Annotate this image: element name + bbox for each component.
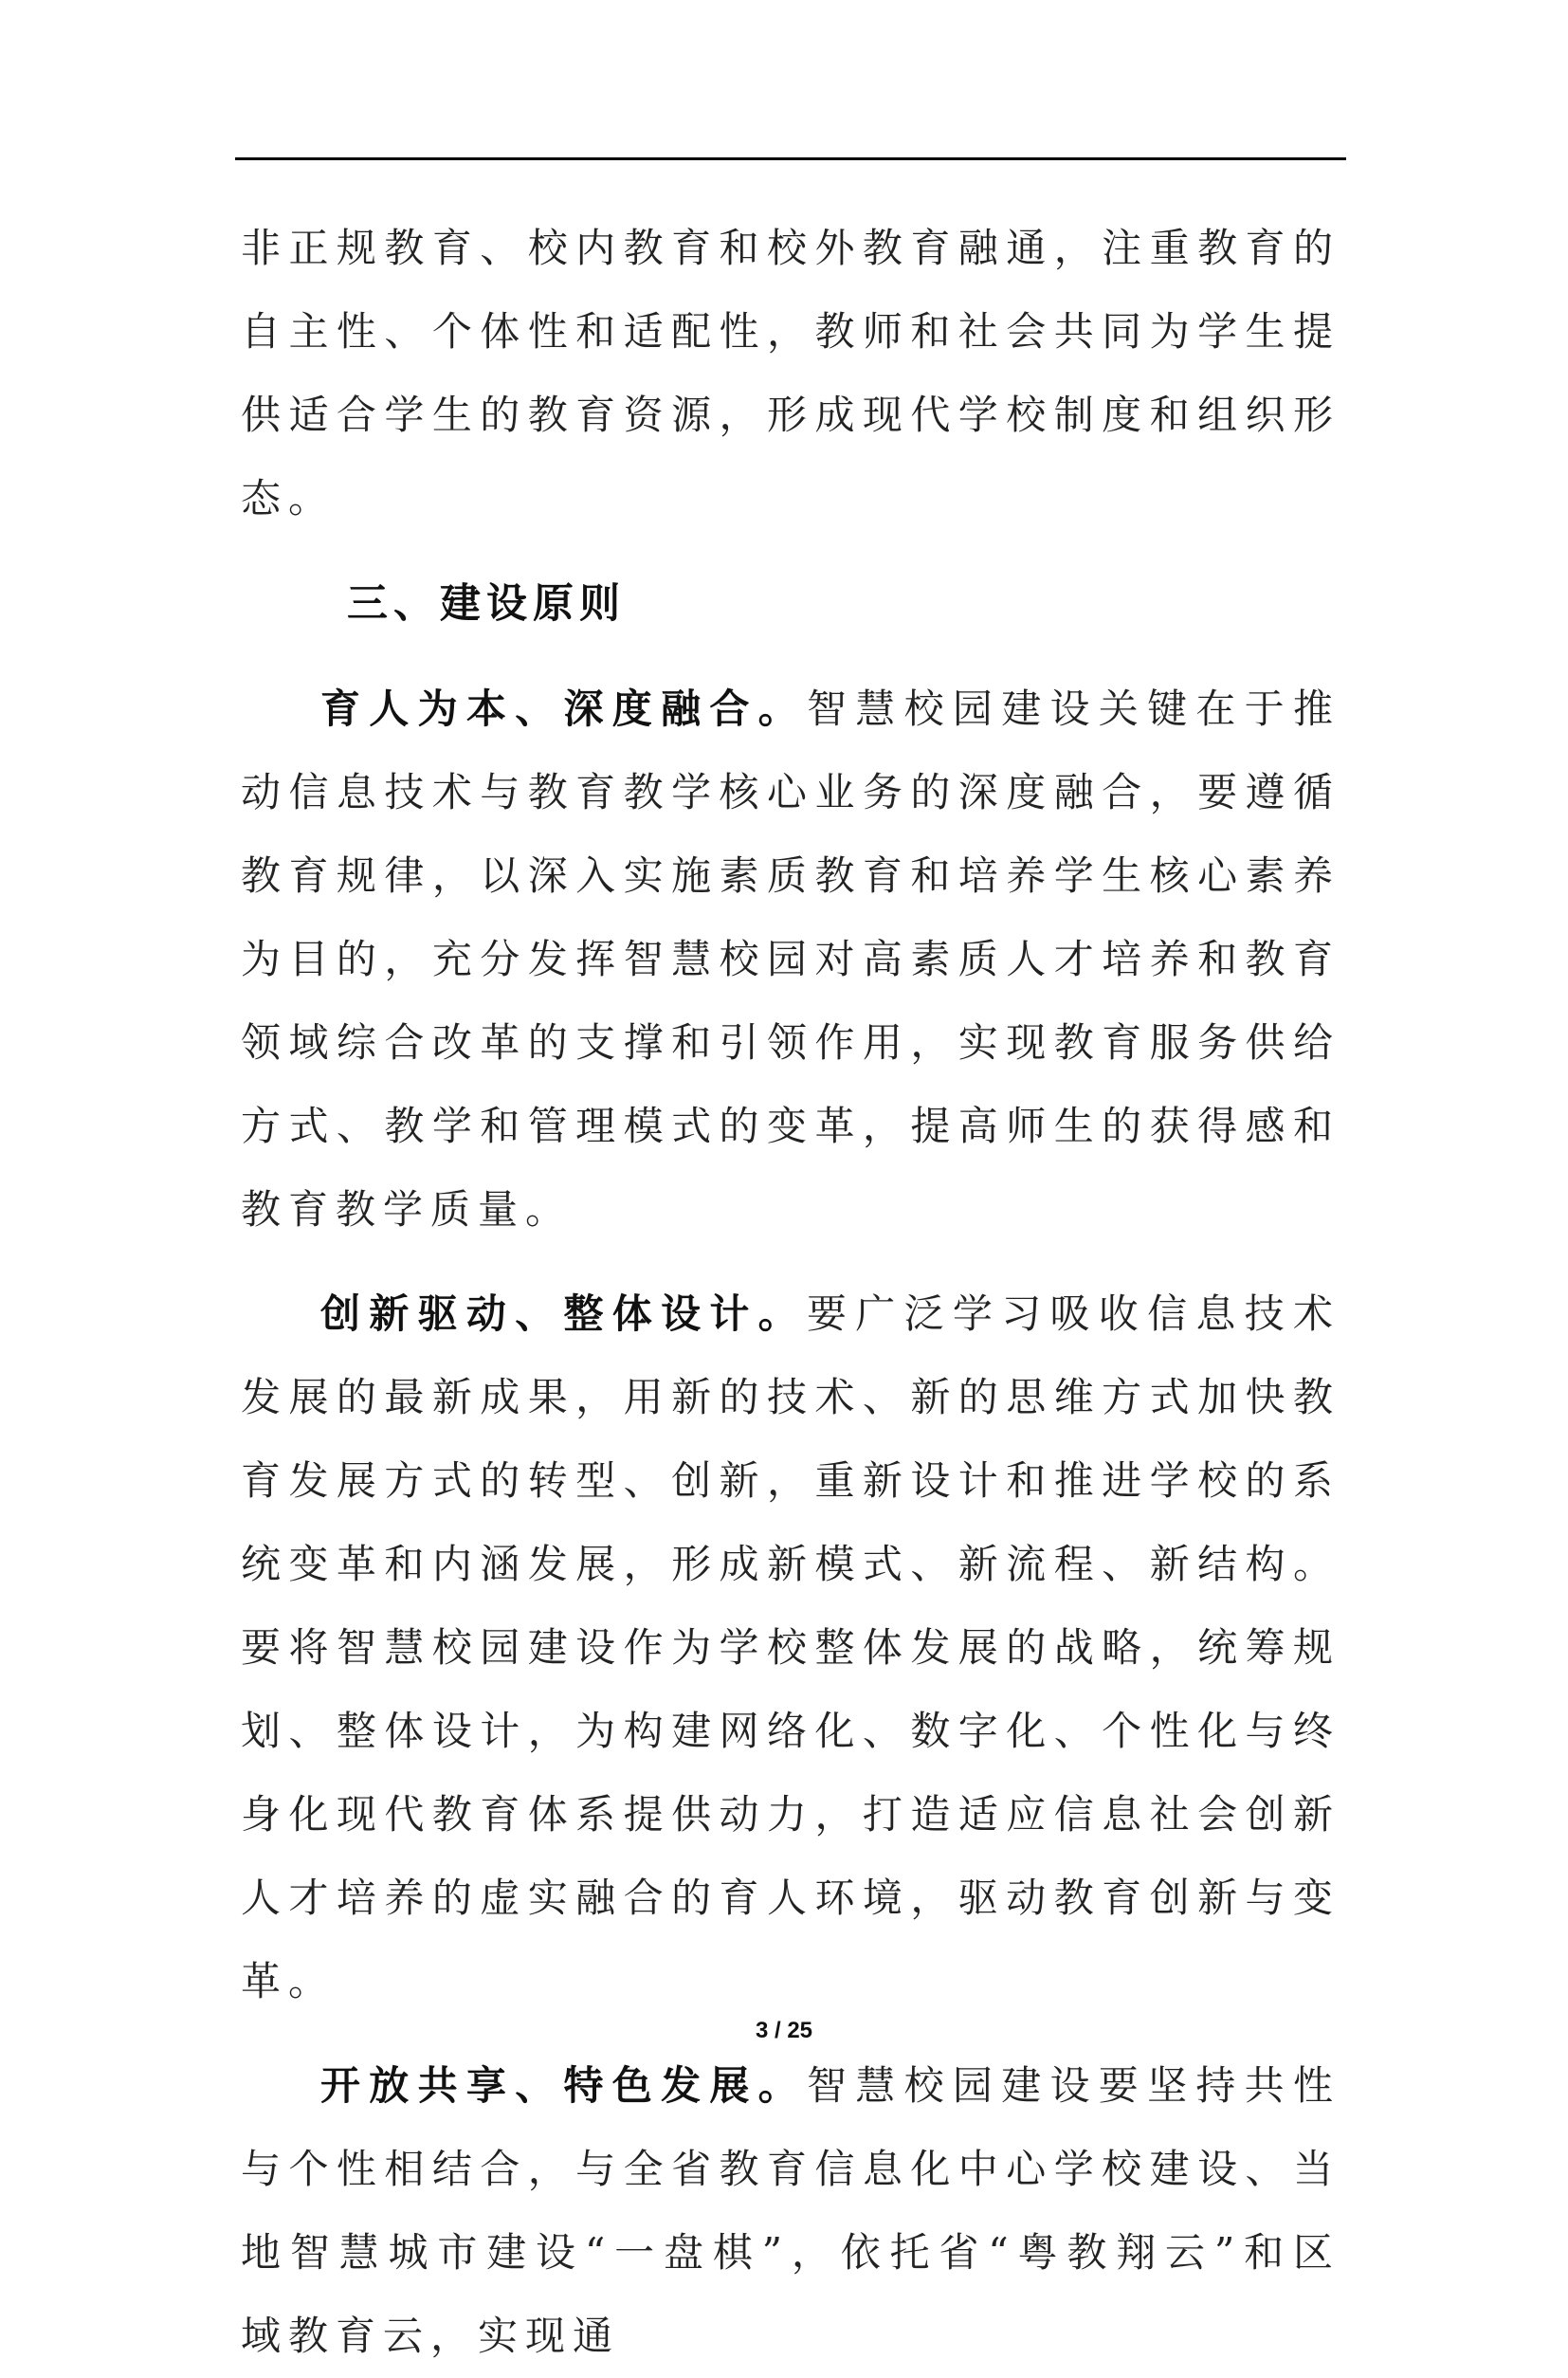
principle-body-1: 智慧校园建设关键在于推动信息技术与教育教学核心业务的深度融合，要遵循教育规律，以深入实施素质教育和培养学生核心素养为目的，充分发挥智慧校园对高素质人才培养和教育领域综合改革的支撑和引领作用，实现教育服务供给方式、教学和管理模式的变革，提高师生的获得感和教育教学质量。 bbox=[241, 686, 1340, 1233]
page-number: 3 / 25 bbox=[755, 2018, 813, 2043]
continuation-paragraph: 非正规教育、校内教育和校外教育融通，注重教育的自主性、个体性和适配性，教师和社会共同为学生提供适合学生的教育资源，形成现代学校制度和组织形态。 bbox=[241, 225, 1340, 521]
principle-lead-2: 创新驱动、整体设计。 bbox=[320, 1290, 807, 1337]
document-body bbox=[241, 207, 1340, 2378]
principle-paragraph-3 bbox=[241, 2044, 1340, 2378]
principle-body-3: 智慧校园建设要坚持共性与个性相结合，与全省教育信息化中心学校建设、当地智慧城市建设“一盘棋”，依托省“粤教翔云”和区域教育云，实现通 bbox=[241, 2062, 1340, 2359]
principle-paragraph-1 bbox=[241, 668, 1340, 1252]
principle-lead-1: 育人为本、深度融合。 bbox=[320, 686, 807, 732]
section-heading: 三、建设原则 bbox=[347, 580, 626, 628]
principle-body-2: 要广泛学习吸收信息技术发展的最新成果，用新的技术、新的思维方式加快教育发展方式的转型、创新，重新设计和推进学校的系统变革和内涵发展，形成新模式、新流程、新结构。要将智慧校园建设作为学校整体发展的战略，统筹规划、整体设计，为构建网络化、数字化、个性化与终身化现代教育体系提供动力，打造适应信息社会创新人才培养的虚实融合的育人环境，驱动教育创新与变革。 bbox=[241, 1290, 1340, 2004]
principle-paragraph-2 bbox=[241, 1272, 1340, 2023]
principle-lead-3: 开放共享、特色发展。 bbox=[320, 2062, 807, 2109]
header-rule bbox=[235, 157, 1346, 160]
